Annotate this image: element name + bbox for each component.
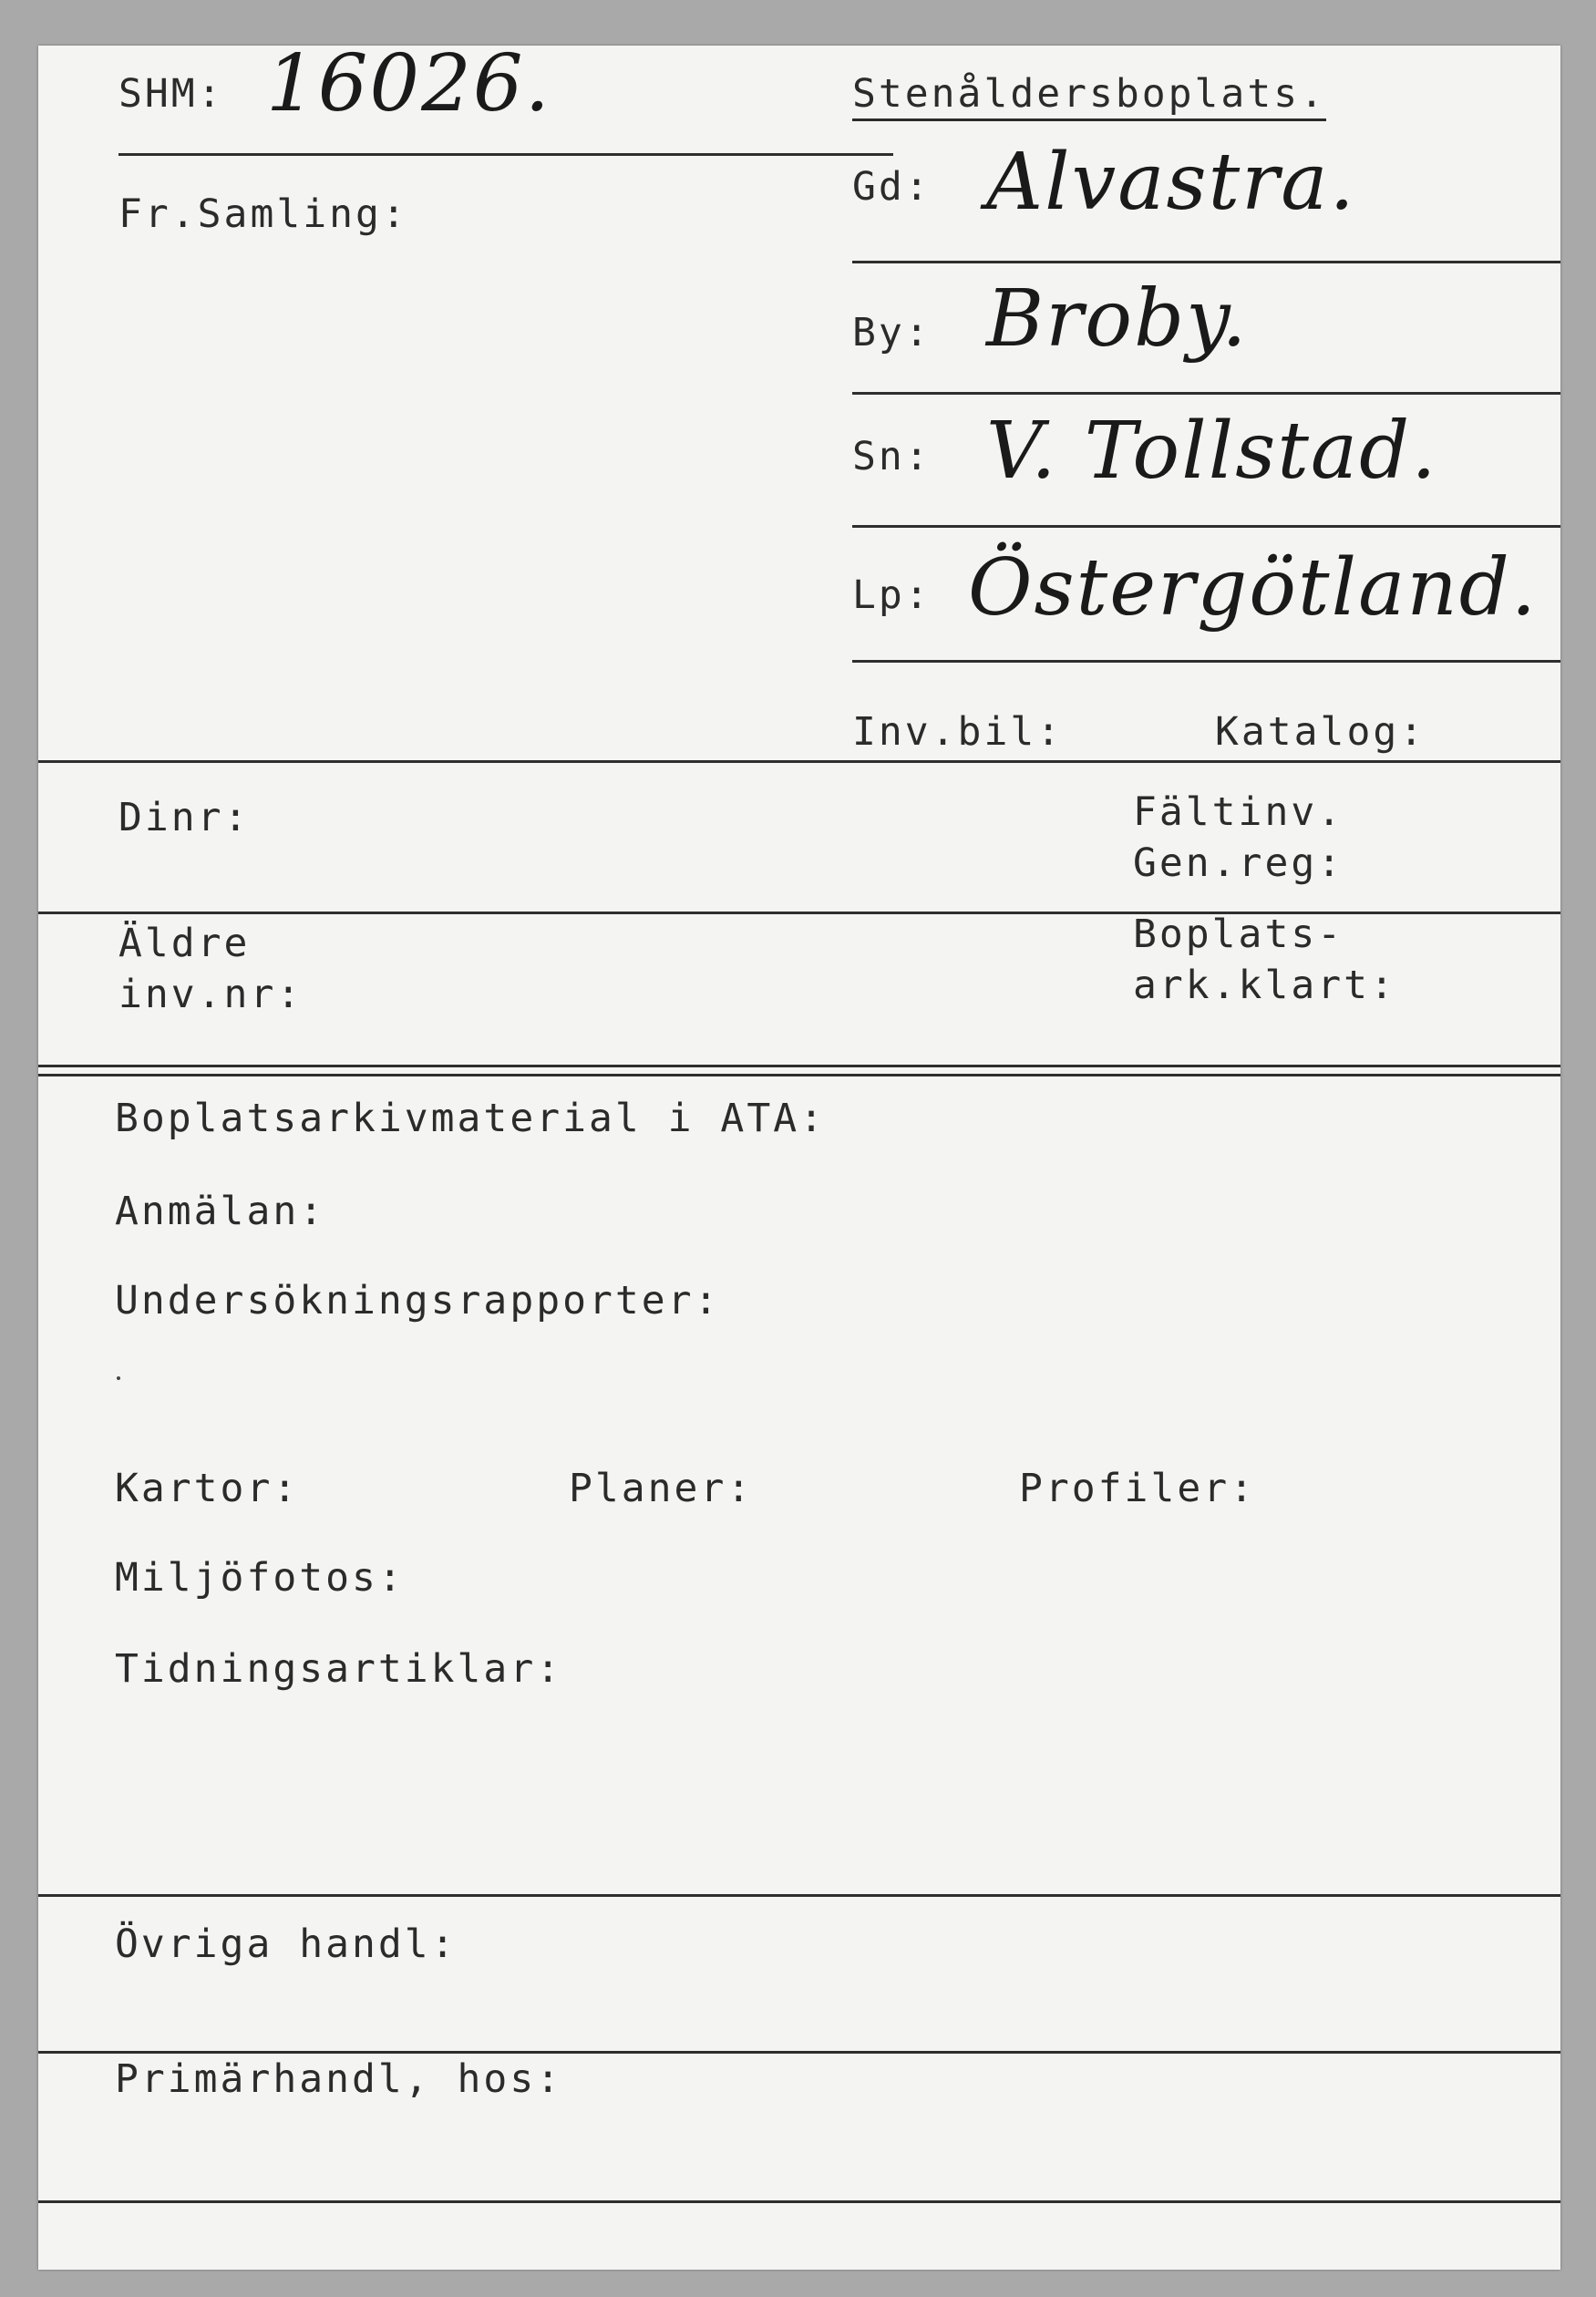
aldre-label-line1: Äldre bbox=[118, 921, 251, 966]
planer-label: Planer: bbox=[569, 1466, 754, 1511]
divider bbox=[38, 1074, 1560, 1076]
miljofotos-label: Miljöfotos: bbox=[115, 1555, 405, 1601]
divider bbox=[38, 760, 1560, 763]
divider bbox=[38, 2051, 1560, 2054]
primarhandl-label: Primärhandl, hos: bbox=[115, 2056, 563, 2102]
inv-bil-label: Inv.bil: bbox=[852, 709, 1064, 755]
divider bbox=[38, 2200, 1560, 2203]
rapporter-label: Undersökningsrapporter: bbox=[115, 1278, 721, 1324]
shm-number: 16026. bbox=[266, 38, 551, 129]
divider bbox=[118, 153, 893, 156]
faltinv-label: Fältinv. bbox=[1133, 789, 1344, 835]
ink-speck bbox=[117, 1376, 120, 1380]
sn-label: Sn: bbox=[852, 434, 932, 479]
kartor-label: Kartor: bbox=[115, 1466, 300, 1511]
divider bbox=[852, 660, 1560, 663]
divider bbox=[38, 1894, 1560, 1897]
lp-value: Östergötland. bbox=[968, 542, 1539, 633]
ovriga-label: Övriga handl: bbox=[115, 1921, 458, 1967]
divider bbox=[852, 525, 1560, 528]
by-value: Broby. bbox=[986, 273, 1249, 365]
lp-label: Lp: bbox=[852, 572, 932, 618]
divider bbox=[38, 1065, 1560, 1067]
boplats-label-line2: ark.klart: bbox=[1133, 963, 1396, 1008]
gd-label: Gd: bbox=[852, 164, 932, 210]
dinr-label: Dinr: bbox=[118, 795, 251, 840]
shm-label: SHM: bbox=[118, 71, 224, 117]
boplats-label-line1: Boplats- bbox=[1133, 912, 1344, 957]
catalog-card bbox=[38, 38, 1560, 2270]
anmalan-label: Anmälan: bbox=[115, 1189, 326, 1234]
profiler-label: Profiler: bbox=[1019, 1466, 1256, 1511]
katalog-label: Katalog: bbox=[1215, 709, 1426, 755]
by-label: By: bbox=[852, 310, 932, 355]
aldre-label-line2: inv.nr: bbox=[118, 972, 304, 1017]
fr-samling-label: Fr.Samling: bbox=[118, 191, 408, 237]
divider bbox=[852, 261, 1560, 263]
sn-value: V. Tollstad. bbox=[986, 406, 1438, 497]
divider bbox=[852, 392, 1560, 395]
site-type-title: Stenåldersboplats. bbox=[852, 71, 1326, 121]
tidningsartiklar-label: Tidningsartiklar: bbox=[115, 1646, 563, 1692]
archive-heading: Boplatsarkivmaterial i ATA: bbox=[115, 1096, 826, 1141]
genreg-label: Gen.reg: bbox=[1133, 840, 1344, 886]
gd-value: Alvastra. bbox=[986, 137, 1356, 228]
